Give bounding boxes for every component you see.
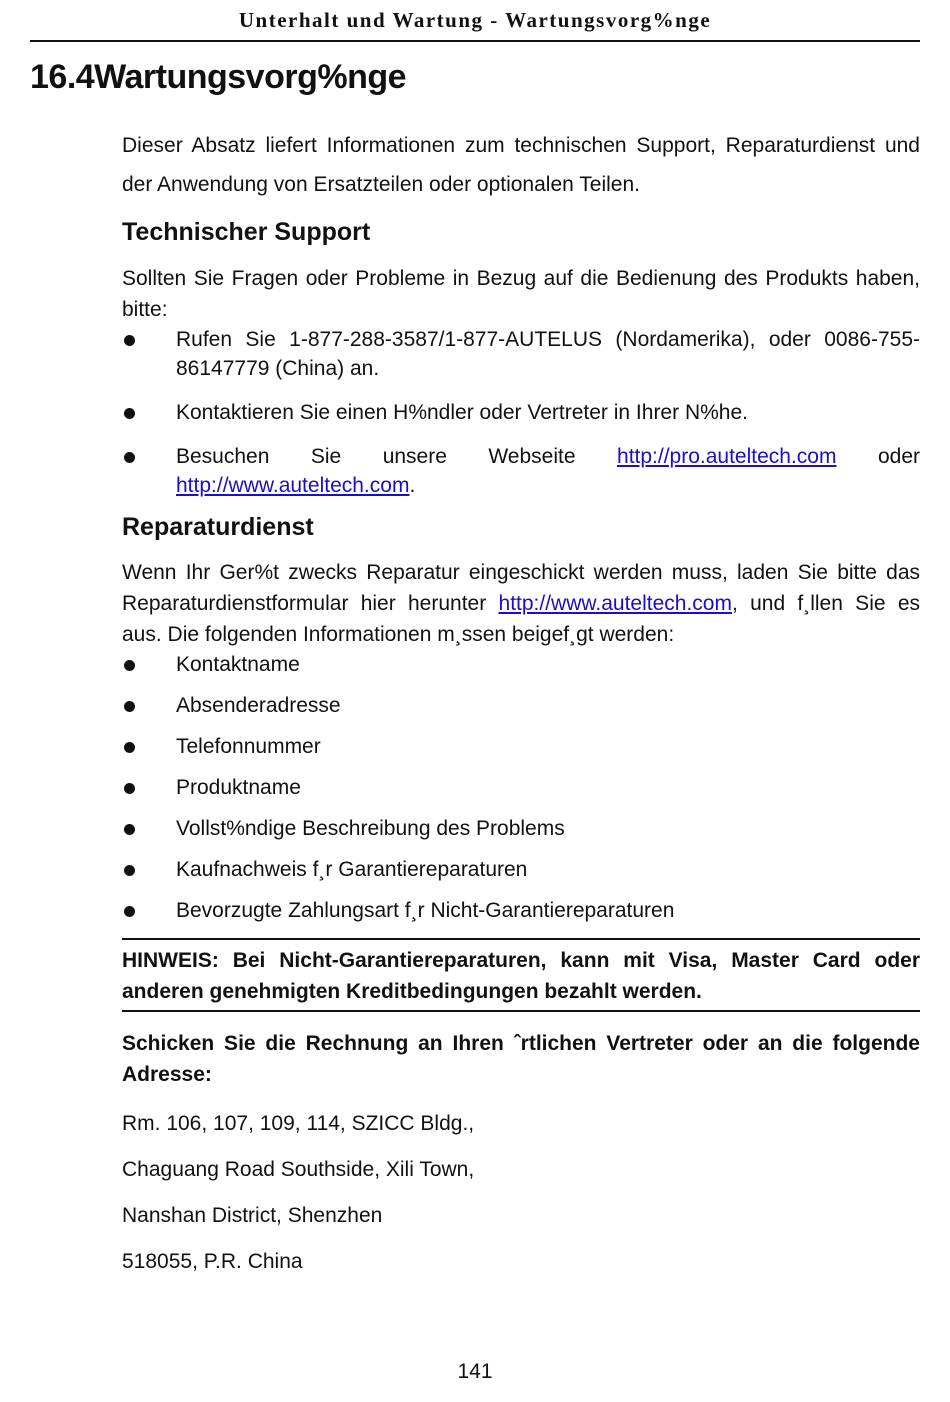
support-item-phone: Rufen Sie 1-877-288-3587/1-877-AUTELUS (Nordamerika), oder 0086-755-86147779 (China) an. xyxy=(176,328,920,380)
list-item xyxy=(122,732,920,761)
address-line: 518055, P.R. China xyxy=(122,1250,303,1273)
repair-item: Kontaktname xyxy=(176,653,300,676)
repair-item: Produktname xyxy=(176,776,301,799)
website-suffix: . xyxy=(409,474,416,497)
list-item xyxy=(122,896,920,925)
repair-item: Vollst%ndige Beschreibung des Problems xyxy=(176,817,565,840)
list-item xyxy=(122,855,920,884)
support-item-website xyxy=(176,442,920,500)
support-item-dealer: Kontaktieren Sie einen H%ndler oder Vertreter in Ihrer N%he. xyxy=(176,401,748,424)
address-line: Rm. 106, 107, 109, 114, SZICC Bldg., xyxy=(122,1112,475,1135)
website-or: oder xyxy=(877,445,920,468)
list-item xyxy=(122,442,920,500)
address-block xyxy=(122,1112,920,1274)
bullet-icon xyxy=(124,335,135,346)
support-heading: Technischer Support xyxy=(122,218,371,246)
bullet-icon xyxy=(124,408,135,419)
header-rule xyxy=(30,40,920,42)
page-content xyxy=(122,126,920,1274)
note-box: HINWEIS: Bei Nicht-Garantiereparaturen, kann mit Visa, Master Card oder anderen genehmigten Kreditbedingungen bezahlt werden. xyxy=(122,938,920,1012)
bullet-icon xyxy=(124,865,135,876)
website-prefix: Besuchen Sie unsere Webseite xyxy=(176,445,576,468)
bullet-icon xyxy=(124,906,135,917)
list-item xyxy=(122,398,920,427)
repair-item: Kaufnachweis f¸r Garantiereparaturen xyxy=(176,858,528,881)
list-item xyxy=(122,650,920,679)
repair-item: Bevorzugte Zahlungsart f¸r Nicht-Garantiereparaturen xyxy=(176,899,675,922)
repair-heading: Reparaturdienst xyxy=(122,513,314,541)
intro-paragraph: Dieser Absatz liefert Informationen zum technischen Support, Reparaturdienst und der Anwendung von Ersatzteilen oder optionalen Teilen. xyxy=(122,134,920,196)
bullet-icon xyxy=(124,824,135,835)
support-list xyxy=(122,325,920,500)
list-item xyxy=(122,773,920,802)
bullet-icon xyxy=(124,742,135,753)
repair-form-link[interactable]: http://www.auteltech.com xyxy=(498,592,732,615)
bullet-icon xyxy=(124,783,135,794)
repair-paragraph-rest: , und f¸llen Sie es aus. Die folgenden Informationen m¸ssen beigef¸gt werden: xyxy=(122,592,920,646)
send-instruction: Schicken Sie die Rechnung an Ihren ˆrtlichen Vertreter oder an die folgende Adresse: xyxy=(122,1032,920,1086)
address-line: Nanshan District, Shenzhen xyxy=(122,1204,383,1227)
repair-paragraph xyxy=(122,557,920,650)
section-title: 16.4Wartungsvorg%nge xyxy=(30,58,407,96)
address-line: Chaguang Road Southside, Xili Town, xyxy=(122,1158,475,1181)
repair-paragraph-text: Wenn Ihr Ger%t zwecks Reparatur eingeschickt werden muss, laden Sie bitte das Reparaturdienstformular hier herunter xyxy=(122,561,920,615)
bullet-icon xyxy=(124,701,135,712)
support-paragraph: Sollten Sie Fragen oder Probleme in Bezug auf die Bedienung des Produkts haben, bitte: xyxy=(122,267,920,321)
list-item xyxy=(122,325,920,383)
pro-website-link[interactable]: http://pro.auteltech.com xyxy=(617,445,837,468)
bullet-icon xyxy=(124,660,135,671)
list-item xyxy=(122,814,920,843)
repair-info-list xyxy=(122,650,920,925)
list-item xyxy=(122,691,920,720)
running-header: Unterhalt und Wartung - Wartungsvorg%nge xyxy=(238,8,712,32)
bullet-icon xyxy=(124,452,135,463)
repair-item: Telefonnummer xyxy=(176,735,321,758)
website-link[interactable]: http://www.auteltech.com xyxy=(176,474,410,497)
page-number: 141 xyxy=(457,1360,493,1383)
repair-item: Absenderadresse xyxy=(176,694,341,717)
